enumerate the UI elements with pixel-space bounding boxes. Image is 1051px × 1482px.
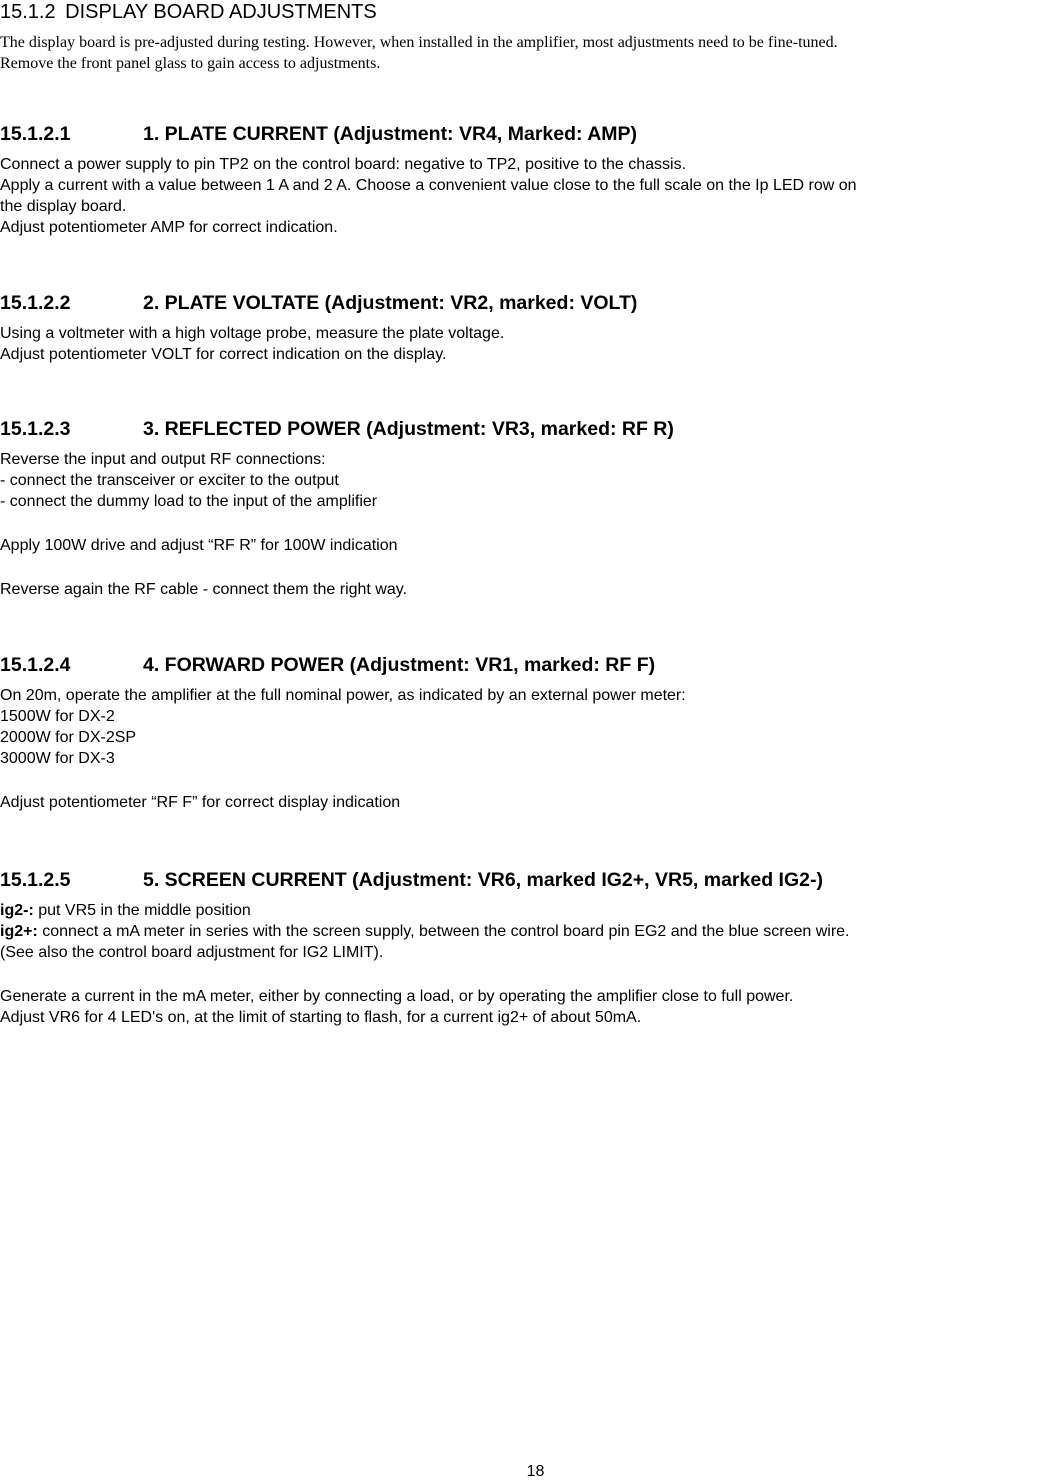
spacer bbox=[0, 963, 1051, 986]
subsection-number: 15.1.2.3 bbox=[0, 418, 71, 440]
spacer bbox=[0, 769, 1051, 792]
section-title: DISPLAY BOARD ADJUSTMENTS bbox=[65, 1, 377, 23]
body-line: Adjust potentiometer AMP for correct indication. bbox=[0, 219, 338, 236]
body-line: Adjust VR6 for 4 LED's on, at the limit of starting to flash, for a current ig2+ of about 50mA. bbox=[0, 1009, 642, 1026]
section-heading bbox=[0, 0, 377, 24]
body-line: On 20m, operate the amplifier at the full nominal power, as indicated by an external power meter: bbox=[0, 687, 686, 704]
subsection-title: 2. PLATE VOLTATE (Adjustment: VR2, marked: VOLT) bbox=[143, 292, 638, 314]
subsection-heading bbox=[0, 417, 1051, 441]
intro-line: The display board is pre-adjusted during testing. However, when installed in the amplifier, most adjustments need to be fine-tuned. bbox=[0, 34, 838, 51]
section-number: 15.1.2 bbox=[0, 1, 56, 23]
ig2-minus-text: put VR5 in the middle position bbox=[33, 902, 251, 919]
body-line: Adjust potentiometer “RF F” for correct display indication bbox=[0, 794, 401, 811]
subsection-title: 1. PLATE CURRENT (Adjustment: VR4, Marked: AMP) bbox=[143, 123, 638, 145]
ig2-minus-label: ig2-: bbox=[0, 902, 34, 919]
subsection-number: 15.1.2.4 bbox=[0, 654, 71, 676]
ig2-plus-label: ig2+: bbox=[0, 923, 38, 940]
spacer bbox=[0, 556, 1051, 579]
body-line: 3000W for DX-3 bbox=[0, 750, 115, 767]
body-line: Reverse the input and output RF connections: bbox=[0, 451, 326, 468]
subsection-body bbox=[0, 685, 1051, 813]
body-line: Generate a current in the mA meter, either by connecting a load, or by operating the amplifier close to full power. bbox=[0, 988, 794, 1005]
body-line: Adjust potentiometer VOLT for correct indication on the display. bbox=[0, 346, 447, 363]
body-line: 1500W for DX-2 bbox=[0, 708, 115, 725]
subsection-heading bbox=[0, 291, 1051, 315]
body-line: Using a voltmeter with a high voltage probe, measure the plate voltage. bbox=[0, 325, 505, 342]
body-line-ig2-plus bbox=[0, 921, 1051, 942]
spacer bbox=[0, 512, 1051, 535]
subsection-plate-current bbox=[0, 122, 1051, 238]
body-line: Apply 100W drive and adjust “RF R” for 100W indication bbox=[0, 537, 398, 554]
body-line: - connect the transceiver or exciter to the output bbox=[0, 472, 339, 489]
section-intro bbox=[0, 32, 1051, 74]
subsection-body bbox=[0, 154, 1051, 238]
subsection-number: 15.1.2.5 bbox=[0, 869, 71, 891]
subsection-body bbox=[0, 900, 1051, 1028]
body-line: 2000W for DX-2SP bbox=[0, 729, 137, 746]
subsection-title: 3. REFLECTED POWER (Adjustment: VR3, marked: RF R) bbox=[143, 418, 674, 440]
subsection-number: 15.1.2.1 bbox=[0, 123, 71, 145]
body-line: Reverse again the RF cable - connect them the right way. bbox=[0, 581, 408, 598]
subsection-body bbox=[0, 323, 1051, 365]
subsection-screen-current bbox=[0, 868, 1051, 1028]
body-line: the display board. bbox=[0, 198, 127, 215]
subsection-forward-power bbox=[0, 653, 1051, 813]
subsection-heading bbox=[0, 122, 1051, 146]
body-line-ig2-minus bbox=[0, 900, 1051, 921]
subsection-number: 15.1.2.2 bbox=[0, 292, 71, 314]
page-number: 18 bbox=[526, 1463, 545, 1480]
body-line: - connect the dummy load to the input of the amplifier bbox=[0, 493, 378, 510]
body-line: Apply a current with a value between 1 A and 2 A. Choose a convenient value close to the full scale on the Ip LED row on bbox=[0, 177, 857, 194]
subsection-heading bbox=[0, 868, 1051, 892]
intro-line: Remove the front panel glass to gain access to adjustments. bbox=[0, 55, 381, 72]
body-line: Connect a power supply to pin TP2 on the control board: negative to TP2, positive to the chassis. bbox=[0, 156, 687, 173]
subsection-body bbox=[0, 449, 1051, 600]
subsection-heading bbox=[0, 653, 1051, 677]
ig2-plus-text: connect a mA meter in series with the screen supply, between the control board pin EG2 and the blue screen wire. bbox=[37, 923, 850, 940]
subsection-title: 4. FORWARD POWER (Adjustment: VR1, marked: RF F) bbox=[143, 654, 656, 676]
subsection-reflected-power bbox=[0, 417, 1051, 600]
subsection-title: 5. SCREEN CURRENT (Adjustment: VR6, marked IG2+, VR5, marked IG2-) bbox=[143, 869, 823, 891]
subsection-plate-voltage bbox=[0, 291, 1051, 365]
body-line: (See also the control board adjustment for IG2 LIMIT). bbox=[0, 944, 384, 961]
